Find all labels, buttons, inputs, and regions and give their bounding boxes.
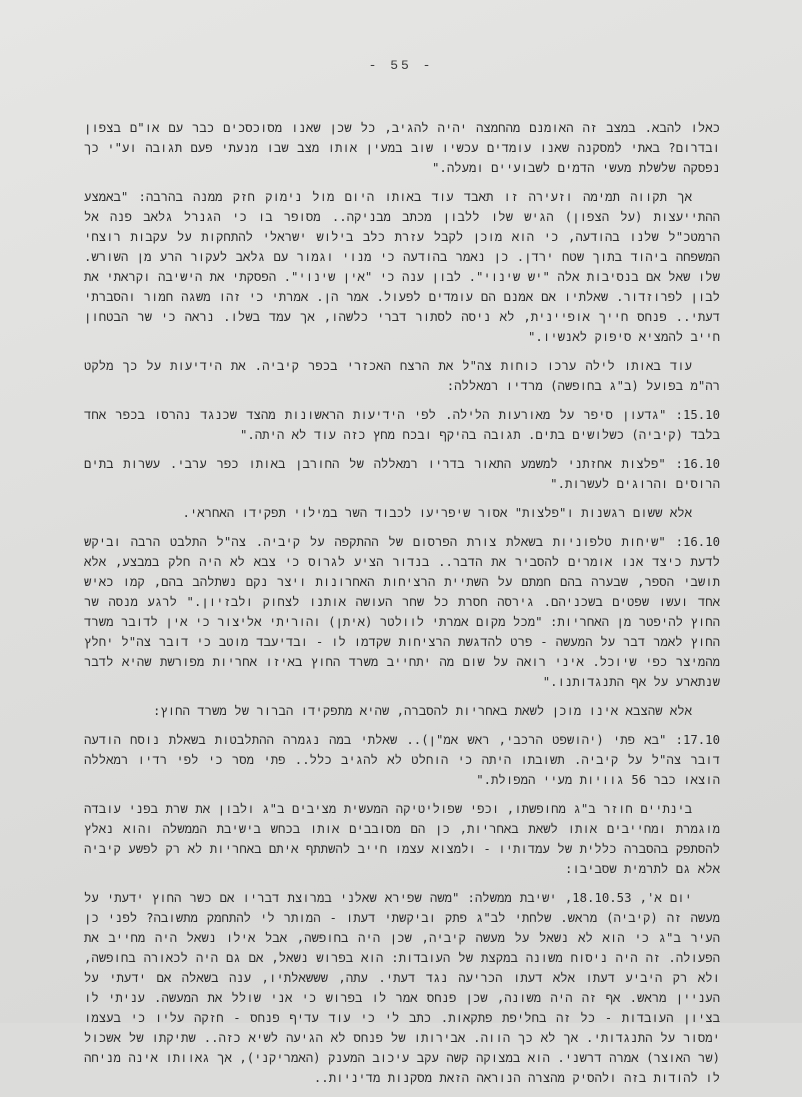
entry-date: 16.10 [682,535,721,549]
diary-entry: יום א', 18.10.53, ישיבת ממשלה: "משה שפירא שאלני במרוצת דבריו אם כשר החוץ ידעתי על מעשה זה (קיביה) מראש. שלחתי לב"ג פתק וביקשתי דעתו - המותר לי להתחמק מתשובה? לפני כן העיר ב"ג כי הוא לא נשאל על מעשה קיביה, שכן היה בחופשה, אבל אילו נשאל היה מחייב את הפעולה. זה היה ניסוח משונה במקצת של העובדות: הוא בפרוש נשאל, אם גם היה לכאורה בחופשה, ולא רק היביע דעתו אלא דעתו הכריעה נגד דעתי. עתה, שששאלתיו, ענה בשאלה אם ידעתי על העניין מראש. אף זה היה משונה, שכן פנחס אמר לו בפרוש כי אני שולל את המעשה. עניתי לו בציון העובדות - כל זה בחליפת פתקאות. כתב לי כי עוד עדיף פנחס - חזקה עליו כי בעצמו ימסור על התנגדותי. אך לא כך הווה. אבירותו של פנחס לא הגיעה לשיא כזה.. שתיקתו של אשכול (שר האוצר) אמרה דרשני. הוא במצוקה קשה עקב עיכוב המענק (האמריקני), אך גאוותו אינה מניחה לו להודות בזה ולהסיק מהצרה הנוראה הזאת מסקנות מדיניות.. [84,891,720,1085]
page-number: - 55 - [368,58,434,73]
paragraph: עוד באותו לילה ערכו כוחות צה"ל את הרצח האכזרי בכפר קיביה. את הידיעות על כך מלקט רה"מ בפועל (ב"ג בחופשה) מרדיו רמאללה: [84,359,720,393]
entry-text: "גדעון סיפר על מאורעות הלילה. לפי הידיעות הראשונות מהצד שכנגד נהרסו בכפר אחד בלבד (קיביה) כשלושים בתים. תגובה בהיקף ובכח מחץ כזה עוד לא היתה." [84,408,720,442]
entry-date: 16.10 [682,457,720,471]
entry-text: "בא פתי (יהושפט הרכבי, ראש אמ"ן).. שאלתי במה נגמרה ההתלבטות בשאלת נוסח הודעה דובר צה"ל על קיביה. תשובתו היתה כי הוחלט לא להגיב כלל.. פתי מסר כי לפי רדיו רמאללה הוצאו כבר 56 גוויות מעיי המפולת." [84,733,720,787]
paragraph: אלא שהצבא אינו מוכן לשאת באחריות להסברה, שהיא מתפקידו הברור של משרד החוץ: [152,704,692,718]
entry-text: "שיחות טלפוניות בשאלת צורת הפרסום של ההתקפה על קיביה. צה"ל התלבט הרבה וביקש לדעת כיצד אנו אומרים להסביר את הדבר.. בנדור הציע לגרוס כי צבא לא היה חלק במבצע, אלא תושבי הספר, שבערה בהם חמתם על השתיית הרציחות האחרונות ויצר נקם נשתלהב בהם, קמו כאיש אחד ועשו שפטים בשכניהם. גירסה חסרת כל שחר העושה אותנו לצחוק ולבזיון." לרגע מנסה שר החוץ להיפטר מן האחריות: "מכל מקום אמרתי לוולטר (איתן) והוריתי אליצור כי אין לדובר משרד החוץ לאמר דבר על המעשה - פרט להדגשת הרציחות שקדמו לו - ובדיעבד מוטב כי דובר צה"ל יחלץ מהמיצר כפי שיוכל. איני רואה על שום מה יתחייב משרד החוץ באיזו אחריות מפורשת שהיא לדבר שנתארע על אף התנגדותנו." [84,535,720,689]
entry-text: ישיבת ממשלה: "משה שפירא שאלני במרוצת דבריו אם כשר החוץ ידעתי על מעשה זה (קיביה) מראש. שלחתי לב"ג פתק וביקשתי דעתו - המותר לי להתחמק מתשובה? לפני כן העיר ב"ג כי הוא לא נשאל על מעשה קיביה, שכן היה בחופשה, אבל אילו נשאל היה מחייב את הפעולה. זה היה ניסוח משונה במקצת של העובדות: הוא בפרוש נשאל, אם גם היה לכאורה בחופשה, ולא רק היביע דעתו אלא דעתו הכריעה נגד דעתי. עתה, שששאלתיו, ענה בשאלה אם ידעתי על העניין מראש. אף זה היה משונה, שכן פנחס אמר לו בפרוש כי אני שולל את המעשה. עניתי לו בציון העובדות - כל זה בחליפת פתקאות. כתב לי כי עוד עדיף פנחס - חזקה עליו כי בעצמו ימסור על התנגדותי. אך לא כך הווה. אבירותו של פנחס לא הגיעה לשיא כזה.. שתיקתו של אשכול (שר האוצר) אמרה דרשני. הוא במצוקה קשה עקב עיכוב המענק (האמריקני), אך גאוותו אינה מניחה לו להודות בזה ולהסיק מהצרה הנוראה הזאת מסקנות מדיניות.. [84,891,720,1085]
diary-entry: 16.10: "פלצות אחזתני למשמע התאור בדריו רמאללה של החורבן באותו כפר ערבי. עשרות בתים הרוסים והרוגים לעשרות." [84,457,720,491]
paragraph: בינתיים חוזר ב"ג מחופשתו, וכפי שפוליטיקה המעשית מציבים ב"ג ולבון את שרת בפני עובדה מוגמרת ומחייבים אותו לשאת באחריות, כן הם מסובבים אותו בכחש בישיבת הממשלה והוא נאלץ להסתפק בהסברה כללית של עמדותיו - ולמצוא עצמו חייב להשתתף איתם באחריות לא רק לפשע קיביה אלא גם לתרמית שסביבו: [84,802,720,876]
diary-entry: 16.10: "שיחות טלפוניות בשאלת צורת הפרסום של ההתקפה על קיביה. צה"ל התלבט הרבה וביקש לדעת כיצד אנו אומרים להסביר את הדבר.. בנדור הציע לגרוס כי צבא לא היה חלק במבצע, אלא תושבי הספר, שבערה בהם חמתם על השתיית הרציחות האחרונות ויצר נקם נשתלהב בהם, קמו כאיש אחד ועשו שפטים בשכניהם. גירסה חסרת כל שחר העושה אותנו לצחוק ולבזיון." לרגע מנסה שר החוץ להיפטר מן האחריות: "מכל מקום אמרתי לוולטר (איתן) והוריתי אליצור כי אין לדובר משרד החוץ לאמר דבר על המעשה - פרט להדגשת הרציחות שקדמו לו - ובדיעבד מוטב כי דובר צה"ל יחלץ מהמיצר כפי שיוכל. איני רואה על שום מה יתחייב משרד החוץ באיזו אחריות מפורשת שהיא לדבר שנתארע על אף התנגדותנו." [84,535,721,689]
entry-date: 15.10 [682,408,720,422]
paragraph: אלא ששום רגשנות ו"פלצות" אסור שיפריעו לכבוד השר במילוי תפקידו האחראי. [182,506,692,520]
diary-entry: 15.10: "גדעון סיפר על מאורעות הלילה. לפי הידיעות הראשונות מהצד שכנגד נהרסו בכפר אחד בלבד (קיביה) כשלושים בתים. תגובה בהיקף ובכח מחץ כזה עוד לא היתה." [84,408,720,442]
entry-date: יום א', 18.10.53 [572,891,692,905]
paragraph: כאלו להבא. במצב זה האומנם מהחמצה יהיה להגיב, כל שכן שאנו מסוכסכים כבר עם או"ם בצפון ובדרום? באתי למסקנה שאנו עומדים עכשיו שוב במעין אותו מצב שבו מנעתי פעם תגובה וע"י כך נפסקה שלשלת מעשי הדמים לשבועיים ומעלה." [84,121,720,175]
paragraph: אך תקווה תמימה וזעירה זו תאבד עוד באותו היום מול נימוק חזק ממנה בהרבה: "באמצע ההתייעצות (על הצפון) הגיש שלו ללבון מכתב מבניקה.. מסופר בו כי הגנרל גלאב פנה אל הרמטכ"ל שלנו בהודעה, כי הוא מוכן לקבל עזרת כלב בילוש ישראלי להתחקות על עקבות רוצחי המשפחה ביהוד בתוך שטח ירדן. כן נאמר בהודעה כי מנוי וגמור עם גלאב לעקור הרע מן השורש. שלו שאל אם בנסיבות אלה "יש שינוי". לבון ענה כי "אין שינוי". הפסקתי את הישיבה וקראתי את לבון לפרוזדור. שאלתיו אם אמנם הם עומדים לפעול. אמר הן. אמרתי כי זהו משגה חמור והסברתי דעתי.. פנחס חייך אופיינית, לא ניסה לסתור דברי כלשהו, אך עמד בשלו. נראה כי שר הבטחון חייב להמציא סיפוק לאנשיו." [84,190,720,344]
body-text [84,118,720,1097]
entry-text: "פלצות אחזתני למשמע התאור בדריו רמאללה של החורבן באותו כפר ערבי. עשרות בתים הרוסים והרוגים לעשרות." [84,457,720,491]
diary-entry: 17.10: "בא פתי (יהושפט הרכבי, ראש אמ"ן).. שאלתי במה נגמרה ההתלבטות בשאלת נוסח הודעה דובר צה"ל על קיביה. תשובתו היתה כי הוחלט לא להגיב כלל.. פתי מסר כי לפי רדיו רמאללה הוצאו כבר 56 גוויות מעיי המפולת." [84,733,720,787]
entry-date: 17.10 [682,733,720,747]
